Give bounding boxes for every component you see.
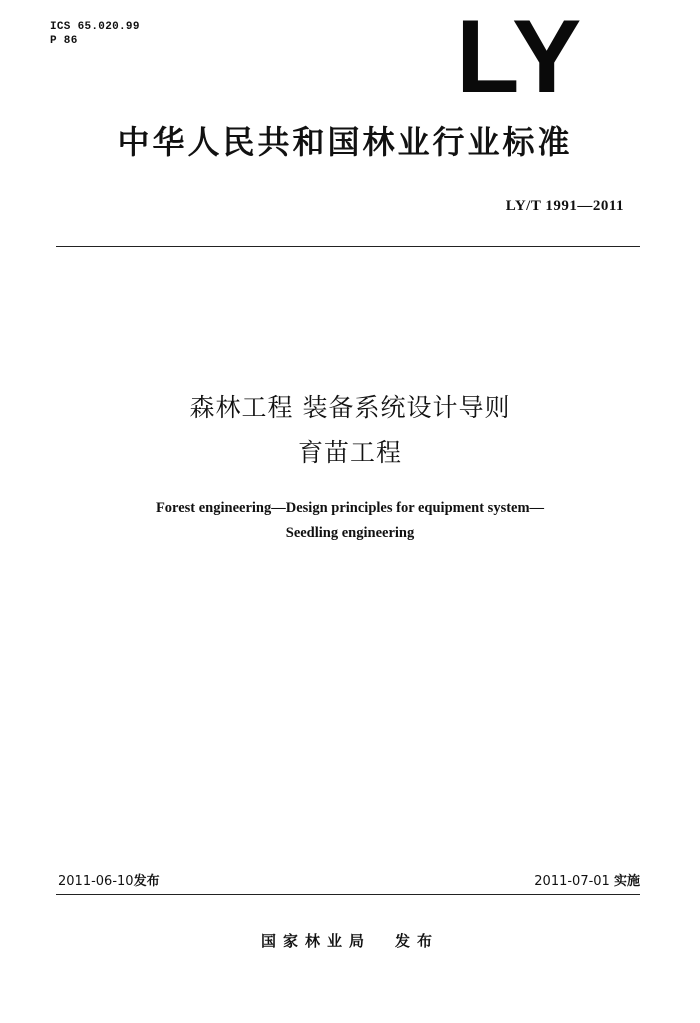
header-divider — [56, 246, 640, 247]
org-title: 中华人民共和国林业行业标准 — [117, 123, 573, 161]
header-codes — [50, 20, 140, 48]
footer-divider — [56, 894, 640, 895]
title-cn-line1: 森林工程 装备系统设计导则 — [189, 393, 511, 422]
publisher — [0, 930, 700, 951]
classification-code: P 86 — [50, 35, 78, 47]
implement-date-value: 2011-07-01 — [534, 874, 610, 889]
ics-code: ICS 65.020.99 — [50, 21, 140, 33]
publisher-action: 发布 — [395, 932, 440, 950]
implement-date-label: 实施 — [613, 874, 640, 889]
implement-date — [420, 873, 640, 891]
ly-logo: LY — [456, 0, 584, 115]
title-en-line1: Forest engineering—Design principles for equipment system— — [155, 500, 545, 516]
issue-date-label: 发布 — [133, 874, 160, 889]
issue-date-value: 2011-06-10 — [58, 874, 134, 889]
issue-date — [58, 873, 160, 891]
publisher-name: 国家林业局 — [260, 932, 371, 950]
title-en-line2: Seedling engineering — [285, 525, 415, 541]
title-cn-line2: 育苗工程 — [297, 438, 402, 467]
standard-number: LY/T 1991—2011 — [505, 198, 624, 214]
